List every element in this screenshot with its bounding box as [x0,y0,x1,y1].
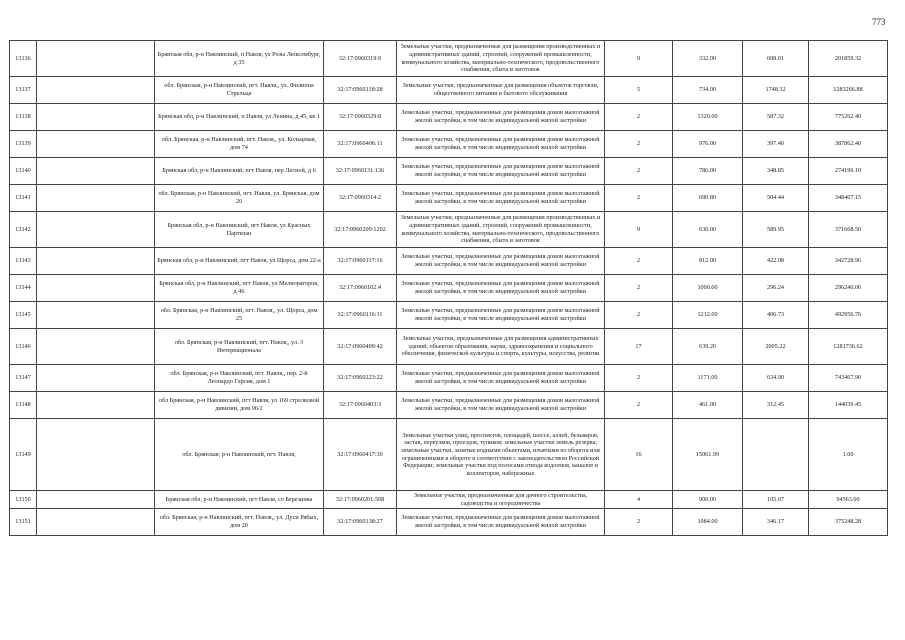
unit-value-cell: 296.24 [743,275,809,302]
use-group-code-cell: 5 [605,77,673,104]
parcel-id-cell: 13145 [10,302,37,329]
land-use-cell: Земельные участки, предназначенные для дачного строительства, садоводства и огородничества [397,491,605,509]
unit-value-cell: 406.73 [743,302,809,329]
land-use-cell: Земельные участки, предназначенные для размещения административных зданий, объектов образования, науки, здравоохранения и социального обеспечения, физической культуры и спорта, культуры, искусства, религии [397,329,605,365]
blank-cell [37,104,155,131]
area-cell: 900.00 [673,491,743,509]
table-row [10,185,888,212]
land-use-cell: Земельные участки, предназначенные для размещения домов малоэтажной жилой застройки, в том числе индивидуальной жилой застройки [397,104,605,131]
land-use-cell: Земельные участки, предназначенные для размещения домов малоэтажной жилой застройки, в том числе индивидуальной жилой застройки [397,158,605,185]
cadastral-value-cell: 387862.40 [809,131,888,158]
cadastral-number-cell: 32:17:0960223:22 [324,365,397,392]
blank-cell [37,212,155,248]
cadastral-number-cell: 32:17:0960138:27 [324,509,397,536]
parcel-id-cell: 13142 [10,212,37,248]
cadastral-value-cell: 342728.96 [809,248,888,275]
land-use-cell: Земельные участки, предназначенные для размещения домов малоэтажной жилой застройки, в том числе индивидуальной жилой застройки [397,392,605,419]
land-use-cell: Земельные участки, предназначенные для размещения домов малоэтажной жилой застройки, в том числе индивидуальной жилой застройки [397,275,605,302]
parcel-id-cell: 13137 [10,77,37,104]
land-use-cell: Земельные участки, предназначенные для размещения домов малоэтажной жилой застройки, в том числе индивидуальной жилой застройки [397,365,605,392]
unit-value-cell: 346.17 [743,509,809,536]
table-row [10,77,888,104]
area-cell: 734.00 [673,77,743,104]
use-group-code-cell: 17 [605,329,673,365]
parcel-id-cell: 13140 [10,158,37,185]
parcel-id-cell: 13144 [10,275,37,302]
cadastral-number-cell: 32:17:0960406:11 [324,131,397,158]
page-number: 773 [872,17,886,27]
use-group-code-cell: 2 [605,365,673,392]
parcel-id-cell: 13139 [10,131,37,158]
unit-value-cell: 608.01 [743,41,809,77]
address-cell: обл. Брянская, р-н Навлинский, пгт. Навля,, ул. Филиппа Стрельца [155,77,324,104]
blank-cell [37,329,155,365]
table-row [10,104,888,131]
address-cell: Брянская обл, р-н Навлинский, п Навля, ул Ленина, д 45, кв 1 [155,104,324,131]
cadastral-number-cell: 32:17:0960314:2 [324,185,397,212]
area-cell: 690.80 [673,185,743,212]
unit-value-cell: 589.95 [743,212,809,248]
address-cell: Брянская обл, р-н Навлинский, пгт Навля, со Березинка [155,491,324,509]
cadastral-value-cell: 296240.00 [809,275,888,302]
blank-cell [37,491,155,509]
area-cell: 1171.00 [673,365,743,392]
cadastral-value-cell: 201859.32 [809,41,888,77]
cadastral-number-cell: 32:17:0960417:30 [324,419,397,491]
use-group-code-cell: 2 [605,248,673,275]
cadastral-number-cell: 32:17:0960209:1202 [324,212,397,248]
blank-cell [37,131,155,158]
table-row [10,491,888,509]
cadastral-number-cell: 32:17:0960118:28 [324,77,397,104]
use-group-code-cell: 2 [605,275,673,302]
land-use-cell: Земельные участки, предназначенные для размещения производственных и административных зданий, строений, сооружений промышленности, коммунального хозяйства, материально-технического, продовольственного снабжения, сбыта и заготовок [397,41,605,77]
table-row [10,509,888,536]
cadastral-number-cell: 32:17:0960117:16 [324,248,397,275]
use-group-code-cell: 2 [605,131,673,158]
address-cell: Брянская обл, р-н Навлинский, пгт Навля, ул Щорса, дом 22-а [155,248,324,275]
cadastral-number-cell: 32:17:0960201:508 [324,491,397,509]
unit-value-cell: 105.07 [743,491,809,509]
cadastral-value-cell: 274196.10 [809,158,888,185]
blank-cell [37,248,155,275]
cadastral-value-cell: 492956.76 [809,302,888,329]
blank-cell [37,275,155,302]
address-cell: обл. Брянская, р-н Навлинский, пгт. Навля, [155,419,324,491]
use-group-code-cell: 2 [605,104,673,131]
use-group-code-cell: 9 [605,212,673,248]
use-group-code-cell: 4 [605,491,673,509]
land-use-cell: Земельные участки, предназначенные для размещения объектов торговли, общественного питания и бытового обслуживания [397,77,605,104]
land-use-cell: Земельные участки, предназначенные для размещения производственных и административных зданий, строений, сооружений промышленности, коммунального хозяйства, материально-технического, продовольственного снабжения, сбыта и заготовок [397,212,605,248]
parcel-id-cell: 13151 [10,509,37,536]
area-cell: 1000.00 [673,275,743,302]
unit-value-cell: 587.32 [743,104,809,131]
unit-value-cell: 2005.22 [743,329,809,365]
cadastral-number-cell: 32:17:0960102:4 [324,275,397,302]
use-group-code-cell: 16 [605,419,673,491]
address-cell: обл. Брянская, р-н Навлинский, пгт. Навля,, ул. Кольцевая, дом 74 [155,131,324,158]
address-cell: обл. Брянская, р-н Навлинский, пгт. Навля,, ул. Щорса, дом 25 [155,302,324,329]
blank-cell [37,41,155,77]
table-row [10,212,888,248]
cadastral-number-cell: 32:17:0960319:9 [324,41,397,77]
address-cell: обл. Брянская, р-н Навлинский, пгт. Навля,, пер. 2-й Леонардо Гарсия, дом 1 [155,365,324,392]
area-cell: 630.00 [673,212,743,248]
use-group-code-cell: 2 [605,158,673,185]
blank-cell [37,158,155,185]
area-cell: 332.00 [673,41,743,77]
blank-cell [37,77,155,104]
blank-cell [37,365,155,392]
parcel-id-cell: 13141 [10,185,37,212]
table-row [10,329,888,365]
area-cell: 1084.00 [673,509,743,536]
land-use-cell: Земельные участки, предназначенные для размещения домов малоэтажной жилой застройки, в том числе индивидуальной жилой застройки [397,248,605,275]
area-cell: 812.00 [673,248,743,275]
use-group-code-cell: 2 [605,509,673,536]
parcel-id-cell: 13138 [10,104,37,131]
table-row [10,419,888,491]
land-use-cell: Земельные участки, предназначенные для размещения домов малоэтажной жилой застройки, в том числе индивидуальной жилой застройки [397,302,605,329]
unit-value-cell: 312.45 [743,392,809,419]
land-use-cell: Земельные участки улиц, проспектов, площадей, шоссе, аллей, бульваров, застав, переулков, проездов, тупиков; земельные участки земель резерва; земельные участки, занятые водными объектами, изъятыми из оборота или ограниченными в обороте в соответствии с законодательством Российской Федерации; земельные участки под полосами отвода водоемов, каналов и коллекторов, набережные [397,419,605,491]
area-cell: 15061.99 [673,419,743,491]
cadastral-number-cell: 32:17:0960403:3 [324,392,397,419]
cadastral-value-cell: 775262.40 [809,104,888,131]
use-group-code-cell: 2 [605,392,673,419]
cadastral-value-cell: 371668.50 [809,212,888,248]
cadastral-value-cell: 144039.45 [809,392,888,419]
blank-cell [37,509,155,536]
table-row [10,392,888,419]
blank-cell [37,302,155,329]
cadastral-value-cell: 1.00 [809,419,888,491]
cadastral-value-cell: 743467.90 [809,365,888,392]
cadastral-value-cell: 94563.00 [809,491,888,509]
unit-value-cell: 422.08 [743,248,809,275]
parcel-id-cell: 13148 [10,392,37,419]
table-row [10,365,888,392]
address-cell: Брянская обл, р-н Навлинский, п Навля, ул Розы Люксембург, д 35 [155,41,324,77]
cadastral-number-cell: 32:17:0960116:11 [324,302,397,329]
unit-value-cell: 1748.32 [743,77,809,104]
unit-value-cell: 634.90 [743,365,809,392]
unit-value-cell: 348.85 [743,158,809,185]
use-group-code-cell: 2 [605,302,673,329]
unit-value-cell: 504.44 [743,185,809,212]
unit-value-cell: 397.40 [743,131,809,158]
address-cell: обл. Брянская, р-н Навлинский, пгт. Навля, ул. Брянская, дом 20 [155,185,324,212]
land-use-cell: Земельные участки, предназначенные для размещения домов малоэтажной жилой застройки, в том числе индивидуальной жилой застройки [397,185,605,212]
blank-cell [37,392,155,419]
cadastral-number-cell: 32:17:0960409:42 [324,329,397,365]
table-row [10,158,888,185]
cadastral-number-cell: 32:17:0960329:8 [324,104,397,131]
blank-cell [37,419,155,491]
address-cell: Брянская обл, р-н Навлинский, пгт Навля, ул Мелиораторов, д 46 [155,275,324,302]
area-cell: 1212.00 [673,302,743,329]
cadastral-value-cell: 348467.15 [809,185,888,212]
address-cell: обл. Брянская, р-н Навлинский, пгт. Навля,, ул. Дуси Рябых, дом 20 [155,509,324,536]
cadastral-value-cell: 375248.28 [809,509,888,536]
address-cell: Брянская обл, р-н Навлинский, пгт Навля, ул Красных Партизан [155,212,324,248]
use-group-code-cell: 9 [605,41,673,77]
cadastral-value-cell: 1283266.88 [809,77,888,104]
parcel-id-cell: 13149 [10,419,37,491]
address-cell: обл. Брянская, р-н Навлинский, пгт. Навля,, ул. 3 Интернационала [155,329,324,365]
table-row [10,41,888,77]
parcel-id-cell: 13146 [10,329,37,365]
parcel-id-cell: 13136 [10,41,37,77]
address-cell: обл Брянская, р-н Навлинский, пгт Навля, ул 169 стрелковой дивизии, дом 96/2 [155,392,324,419]
area-cell: 1320.00 [673,104,743,131]
table-row [10,248,888,275]
blank-cell [37,185,155,212]
parcel-id-cell: 13150 [10,491,37,509]
land-use-cell: Земельные участки, предназначенные для размещения домов малоэтажной жилой застройки, в том числе индивидуальной жилой застройки [397,131,605,158]
area-cell: 461.00 [673,392,743,419]
use-group-code-cell: 2 [605,185,673,212]
parcel-id-cell: 13147 [10,365,37,392]
unit-value-cell [743,419,809,491]
area-cell: 639.20 [673,329,743,365]
parcel-id-cell: 13143 [10,248,37,275]
area-cell: 786.00 [673,158,743,185]
area-cell: 976.00 [673,131,743,158]
table-row [10,131,888,158]
cadastral-number-cell: 32:17:0960131:136 [324,158,397,185]
table-row [10,302,888,329]
address-cell: Брянская обл, р-н Навлинский, пгт Навля, пер Лесной, д 6 [155,158,324,185]
land-use-cell: Земельные участки, предназначенные для размещения домов малоэтажной жилой застройки, в том числе индивидуальной жилой застройки [397,509,605,536]
cadastral-registry-table [9,40,888,536]
registry-body [10,41,888,536]
table-row [10,275,888,302]
cadastral-value-cell: 1281736.62 [809,329,888,365]
